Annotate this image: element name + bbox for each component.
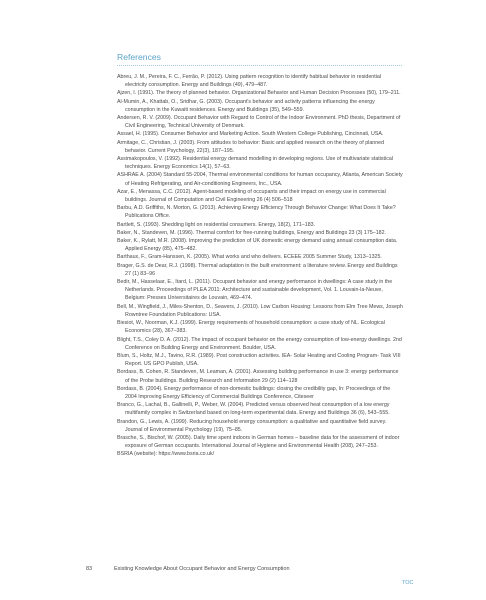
reference-item: Azar, E., Menassa, C.C. (2012). Agent-based modeling of occupants and their impact on energy use in commercial buildings. Journal of Computation and Civil Engineering 26 (4) 506–518	[117, 188, 386, 204]
reference-item: Andersen, R. V. (2009). Occupant Behavior with Regard to Control of the Indoor Environment. PhD thesis, Department of Civil Engineering, Technical University of Denmark.	[117, 115, 401, 130]
reference-item: Branco, G., Lachal, B., Gallinelli, P., Weber, W. (2004). Predicted versus observed heat consumption of a low energy multifamily complex in Switzerland based on long-term experimental data. Energy and Buildings 36 (6), 543–555.	[117, 402, 390, 417]
reference-item: Baker, K., Rylatt, M.R. (2008). Improving the prediction of UK domestic energy demand using annual consumption data. Applied Energy (85), 475–482.	[117, 238, 398, 253]
reference-item: Brasche, S., Bischof, W. (2005). Daily time spent indoors in German homes – baseline data for the assessment of indoor exposure of German occupants. International Journal of Hygiene and Environmental Health (208), 247–253.	[117, 434, 400, 450]
reference-item: Biesiot, W., Noorman, K.J. (1999). Energy requirements of household consumption: a case study of NL. Ecological Economics (28), 367–383.	[117, 320, 385, 335]
reference-item: Bordass, B. (2004). Energy performance of non-domestic buildings: closing the credibility gap, In: Proceedings of the 2004 Improving Energy Efficiency of Commercial Buildings Conference, Citeseer	[117, 385, 391, 400]
reference-item: Bordass, B. Cohen, R. Standeven, M. Leaman, A. (2001). Assessing building performance in use 3: energy performance of the Probe buildings. Building Research and Information 29 (2) 114–128	[117, 369, 399, 384]
reference-item: Assimakopoulos, V. (1992). Residential energy demand modelling in developing regions. Use of multivariate statistical techniques. Energy Economics 14(1), 57–63.	[117, 156, 393, 171]
section-heading: References	[117, 52, 161, 62]
reference-item: Assael, H. (1995). Consumer Behavior and Marketing Action. South Western College Publishing, Cincinnati, USA.	[117, 131, 384, 138]
reference-item: Bedir, M., Hasselaar, E., Itard, L. (2011). Occupant behavior and energy performance in dwellings: A case study in the Netherlands. Proceedings of PLEA 2011: Architecture and sustainable development, Vol. 1. Louvain-la-Neuve, Belgium: Presses Universitaires de Louvain, 469–474.	[117, 279, 393, 302]
reference-item: Baker, N., Standeven, M. (1996). Thermal comfort for free-running buildings, Energy and Buildings 23 (3) 175–182.	[117, 229, 387, 236]
reference-item: Bartlett, S. (1993). Shedding light on residential consumers. Energy, 18(2), 171–183.	[117, 221, 316, 228]
reference-item: Barthaux, F., Gram-Hanssen, K. (2005). What works and who delivers. ECEEE 2005 Summer Study, 1313–1325.	[117, 254, 382, 261]
reference-item: Al-Mumin, A., Khattab, O., Sridhar, G. (2003). Occupant's behavior and activity patterns influencing the energy consumption in the Kuwaiti residences. Energy and Buildings (35), 549–559.	[117, 98, 375, 113]
toc-link[interactable]: TOC	[402, 580, 414, 586]
reference-list	[117, 73, 403, 459]
page-number: 83	[86, 566, 93, 572]
heading-divider	[117, 65, 402, 66]
reference-item: Ajzen, I. (1991). The theory of planned behavior. Organizational Behavior and Human Decision Processes (50), 179–211.	[117, 90, 401, 97]
reference-item: Bell, M., Wingfield, J., Miles-Shenton, D., Seavers, J. (2010). Low Carbon Housing: Lessons from Elm Tree Mews, Joseph Rowntree Foundation Publications: USA.	[117, 303, 403, 318]
reference-item: Blum, S., Holtz, M.J., Tavino, R.R. (1989). Post construction activities. IEA- Solar Heating and Cooling Program- Task VIII Report. US GPO Publish, USA.	[117, 352, 401, 368]
reference-item: Brager, G.S. de Dear, R.J. (1998). Thermal adaptation in the built environment: a literature review. Energy and Buildings 27 (1) 83–96	[117, 262, 398, 277]
reference-item: Abreu, J. M., Pereira, F. C., Ferrão, P. (2012). Using pattern recognition to identify habitual behavior in residential electricity consumption. Energy and Buildings (49), 479–487.	[117, 74, 381, 89]
reference-item: BSRIA (website): https://www.bsria.co.uk/	[117, 451, 215, 458]
reference-item: ASHRAE A. (2004) Standard 55-2004, Thermal environmental conditions for human occupancy, Atlanta, American Society of Heating Refrigerating, and Air-conditioning Engineers, Inc., USA.	[117, 172, 403, 187]
reference-item: Blight, T.S., Coley D. A. (2012). The impact of occupant behavior on the energy consumption of low-energy dwellings. 2nd Conference on Building Energy and Environment. Boulder, USA.	[117, 336, 402, 351]
reference-item: Barbu, A.D. Griffiths, N. Morton, G. (2013). Achieving Energy Efficiency Through Behavior Change: What Does It Take? Publications Office.	[117, 205, 396, 220]
reference-item: Armitage, C., Christian, J. (2003). From attitudes to behavior: Basic and applied research on the theory of planned behavior. Current Psychology, 22(3), 187–195.	[117, 139, 385, 154]
reference-item: Brandon, G., Lewis, A. (1999). Reducing household energy consumption: a qualitative and quantitative field survey. Journal of Environmental Psychology (19), 75–85.	[117, 418, 387, 433]
page-footer	[86, 566, 290, 572]
footer-title: Existing Knowledge About Occupant Behavior and Energy Consumption	[114, 566, 290, 572]
